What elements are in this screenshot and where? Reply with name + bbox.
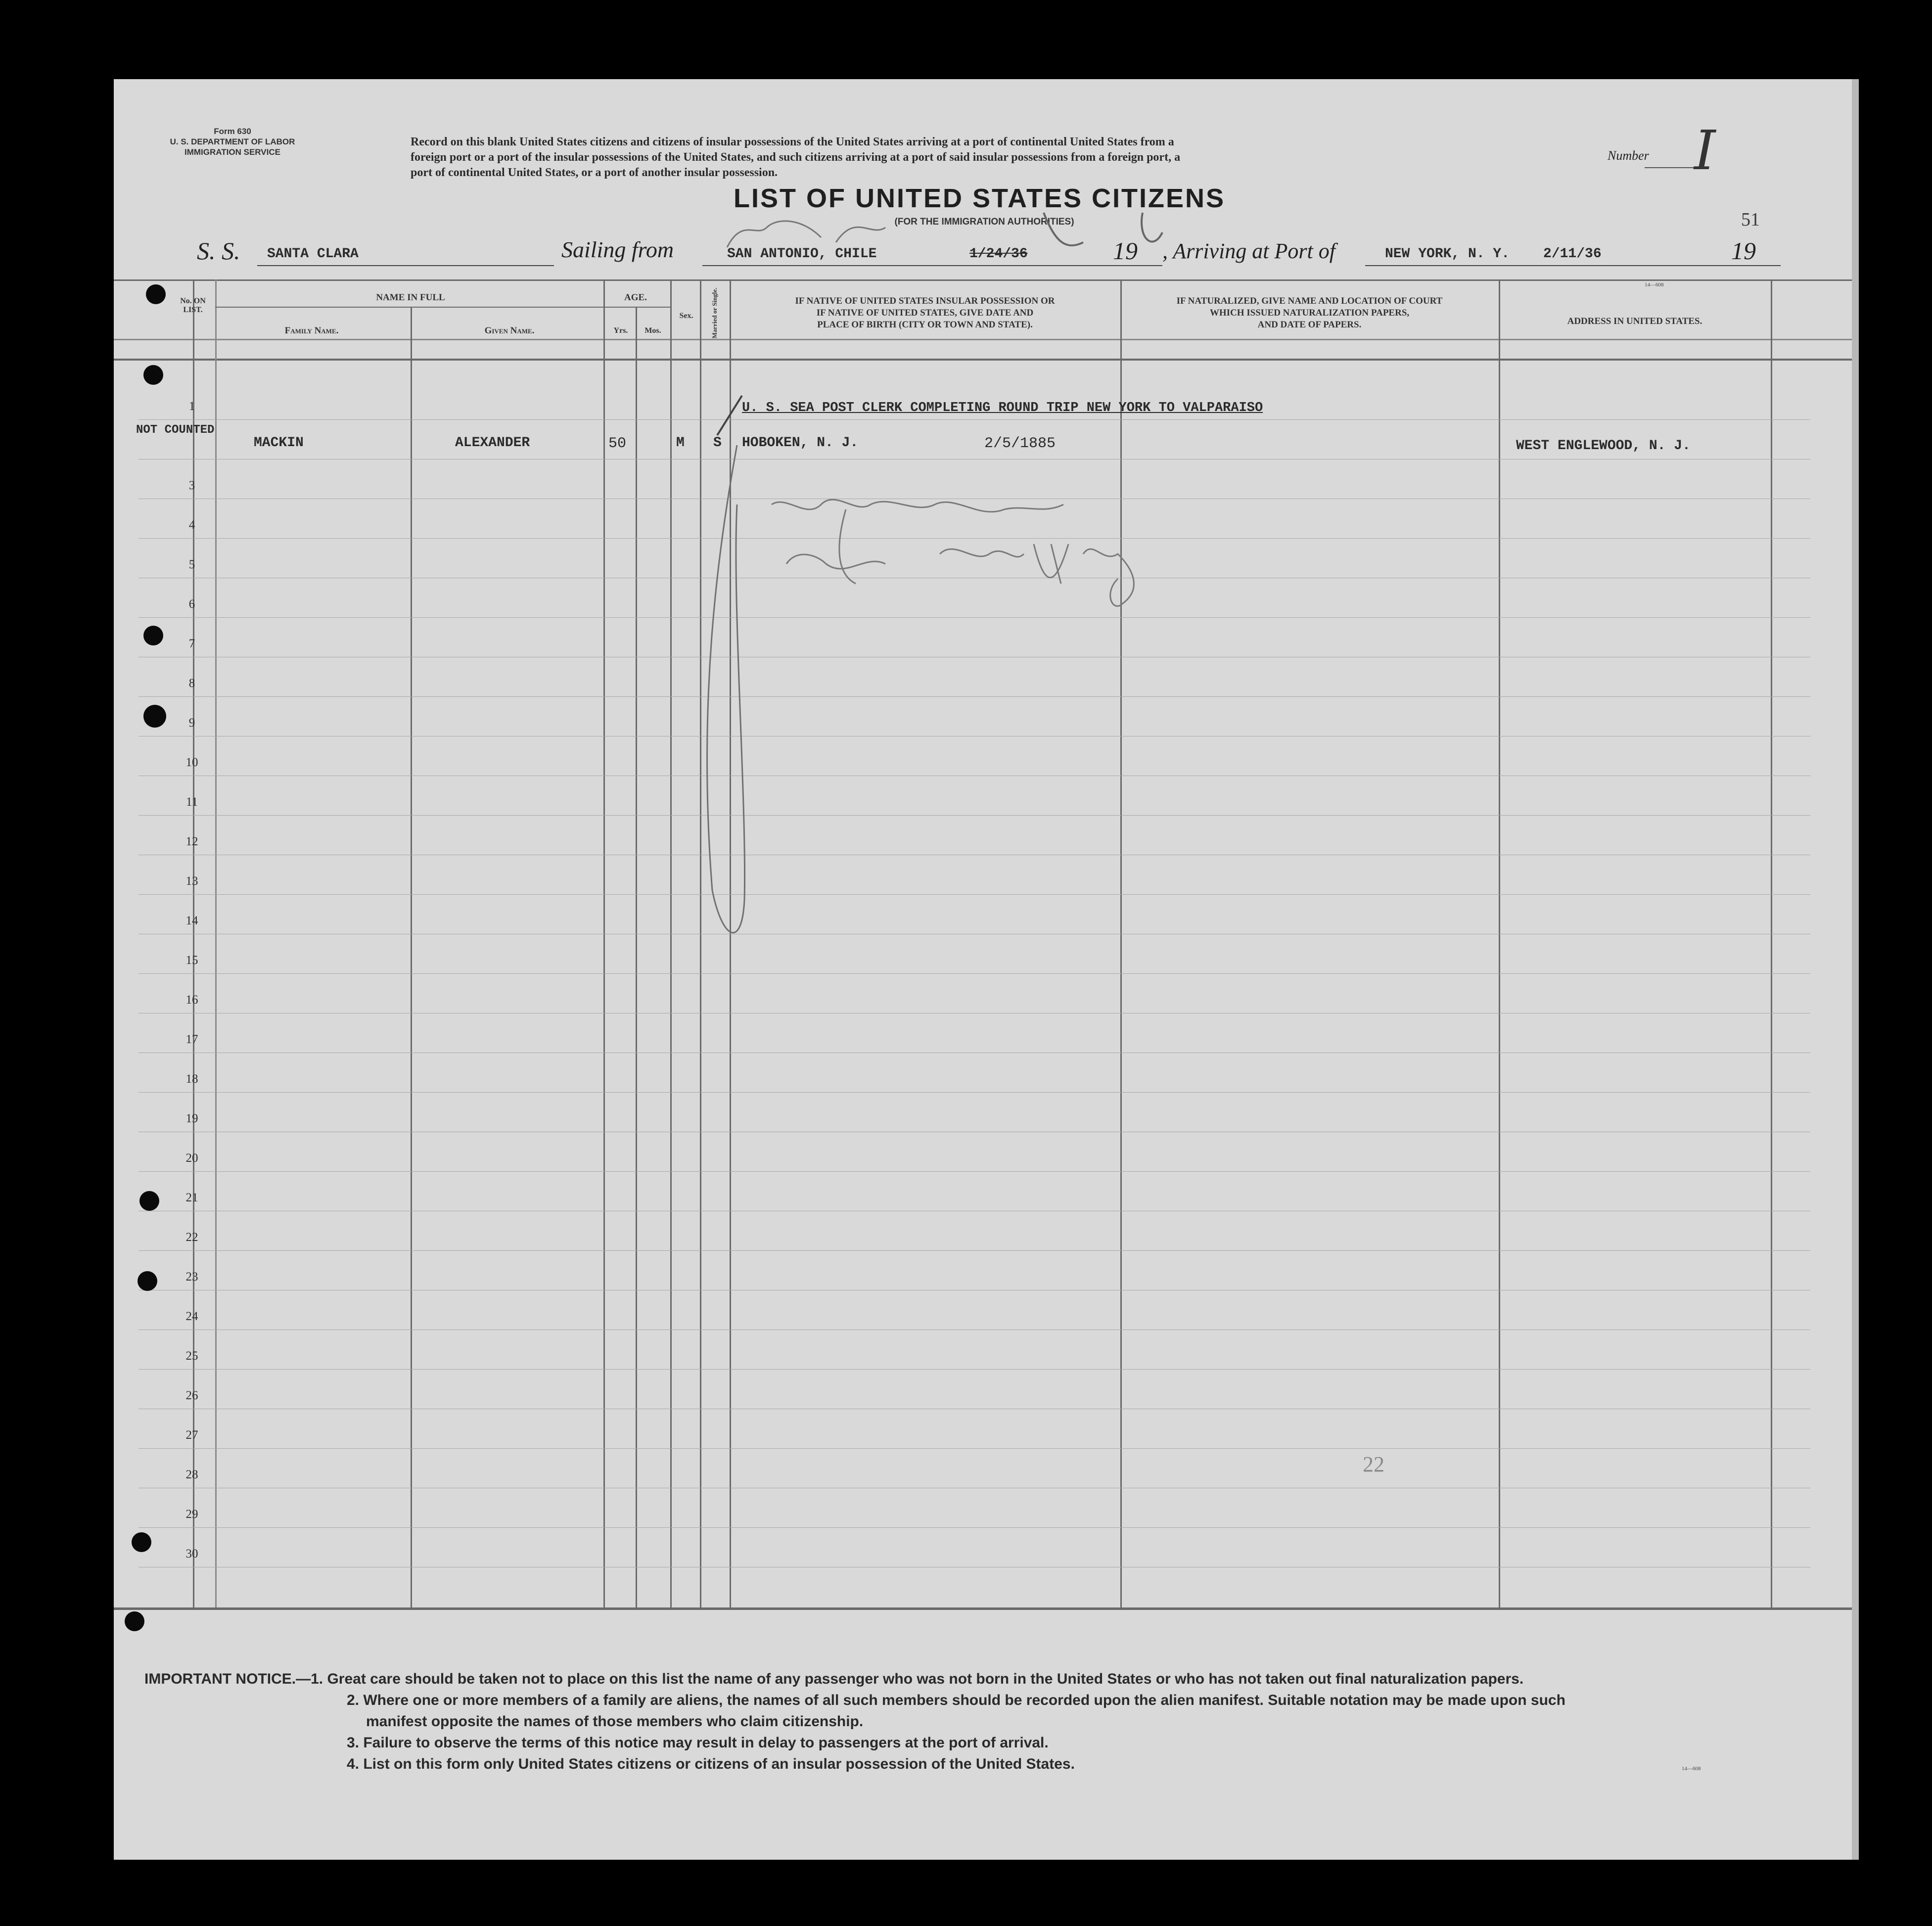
form-number: Form 630 xyxy=(214,127,251,136)
form-header xyxy=(153,126,312,157)
not-counted-flag: NOT COUNTED xyxy=(136,423,215,437)
arrival-port: NEW YORK, N. Y. xyxy=(1385,246,1510,262)
col-header-no: No. ON LIST. xyxy=(180,297,206,314)
col-header-native: IF NATIVE OF UNITED STATES INSULAR POSSESSION OR IF NATIVE OF UNITED STATES, GIVE DATE AND PLACE OF BIRTH (CITY OR TOWN AND STATE). xyxy=(795,296,1055,330)
row-number: 22 xyxy=(185,1231,198,1244)
col-header-given: Given Name. xyxy=(484,325,535,336)
notice-row-1 xyxy=(144,1668,1816,1690)
row-number: 14 xyxy=(185,914,198,927)
department-name: U. S. DEPARTMENT OF LABOR xyxy=(170,137,295,146)
col-line-family xyxy=(411,307,412,1607)
intro-line-1: Record on this blank United States citizens and citizens of insular possessions of the United States arriving at a port of continental United States from a xyxy=(411,136,1174,148)
col-header-sex: Sex. xyxy=(679,312,693,320)
col-header-age: AGE. xyxy=(624,292,647,303)
birthplace: HOBOKEN, N. J. xyxy=(742,435,859,451)
departure-port: SAN ANTONIO, CHILE xyxy=(727,246,877,262)
name-subheader-line xyxy=(215,307,670,308)
number-value: I xyxy=(1694,119,1716,182)
row-number: 9 xyxy=(188,716,195,730)
row-rule xyxy=(138,1092,1810,1093)
col-header-family: Family Name. xyxy=(284,325,339,336)
row-number: 29 xyxy=(185,1508,198,1521)
notice-item-4: 4. List on this form only United States citizens or citizens of an insular possession of the United States. xyxy=(347,1756,1075,1772)
row-number: 15 xyxy=(185,954,198,967)
row-number: 17 xyxy=(185,1033,198,1046)
handwritten-overwrite xyxy=(707,198,1301,277)
row-rule xyxy=(138,1171,1810,1172)
page-subtitle: (FOR THE IMMIGRATION AUTHORITIES) xyxy=(894,217,1074,227)
ship-underline xyxy=(257,265,554,266)
row-number: 19 xyxy=(185,1112,198,1125)
row-number: 6 xyxy=(188,597,195,611)
row-number: 26 xyxy=(185,1389,198,1402)
row-number: 24 xyxy=(185,1310,198,1323)
stamp-number: 22 xyxy=(1363,1452,1384,1476)
notice-heading: IMPORTANT NOTICE.— xyxy=(144,1671,311,1687)
row-rule xyxy=(138,1369,1810,1370)
row-number: 23 xyxy=(185,1270,198,1284)
intro-text xyxy=(411,135,1672,181)
binder-hole xyxy=(125,1611,144,1631)
row-number: 16 xyxy=(185,993,198,1007)
ss-label: S. S. xyxy=(197,237,240,265)
notice-item-3: 3. Failure to observe the terms of this notice may result in delay to passengers at the port of arrival. xyxy=(347,1735,1049,1751)
row-number: 3 xyxy=(188,479,195,492)
binder-hole xyxy=(146,284,166,304)
row-number: 4 xyxy=(188,518,195,532)
notice-item-2: 2. Where one or more members of a family are aliens, the names of all such members should be recorded upon the alien manifest. Suitable notation may be made upon such xyxy=(347,1692,1565,1708)
sailing-label: Sailing from xyxy=(561,237,674,262)
arrival-underline xyxy=(1365,265,1781,266)
marital-value: S xyxy=(713,435,722,451)
row-rule xyxy=(138,1250,1810,1251)
given-name: ALEXANDER xyxy=(455,435,530,451)
row-number: 21 xyxy=(185,1191,198,1204)
year-prefix-2: 19 xyxy=(1731,237,1756,265)
intro-line-3: port of continental United States, or a port of another insular possession. xyxy=(411,166,778,179)
page-title: LIST OF UNITED STATES CITIZENS xyxy=(734,183,1225,213)
row-number: 28 xyxy=(185,1468,198,1481)
col-header-yrs: Yrs. xyxy=(613,326,628,335)
row-rule xyxy=(138,1448,1810,1449)
sex-value: M xyxy=(676,435,685,451)
col-line-yrs xyxy=(636,307,637,1607)
notice-item-1: 1. Great care should be taken not to place on this list the name of any passenger who was not born in the United States or who has not taken out final naturalization papers. xyxy=(311,1671,1524,1687)
arrival-date: 2/11/36 xyxy=(1543,246,1602,262)
us-address: WEST ENGLEWOOD, N. J. xyxy=(1516,438,1691,454)
row-number: 8 xyxy=(188,677,195,690)
col-header-mos: Mos. xyxy=(644,326,661,335)
binder-hole xyxy=(132,1532,151,1552)
col-header-address: ADDRESS IN UNITED STATES. xyxy=(1567,316,1702,326)
service-name: IMMIGRATION SERVICE xyxy=(184,147,280,157)
printer-mark-top: 14—608 xyxy=(1645,282,1664,288)
row-number: 5 xyxy=(188,558,195,571)
row1-note: U. S. SEA POST CLERK COMPLETING ROUND TRIP NEW YORK TO VALPARAISO xyxy=(742,401,1263,415)
row-number: 12 xyxy=(185,835,198,848)
ship-name: SANTA CLARA xyxy=(267,246,359,262)
row-number: 1 xyxy=(188,400,195,413)
table-top-border xyxy=(114,279,1852,281)
number-label: Number xyxy=(1608,148,1649,163)
binder-hole xyxy=(143,365,163,385)
arriving-label: , Arriving at Port of xyxy=(1162,239,1335,263)
important-notice xyxy=(144,1668,1816,1775)
col-header-marital: Married or Single. xyxy=(711,287,718,339)
header-bottom-border xyxy=(114,339,1852,340)
row-rule xyxy=(138,1527,1810,1528)
manifest-sheet xyxy=(114,79,1859,1860)
row-number: 30 xyxy=(185,1547,198,1560)
binder-hole xyxy=(139,1191,159,1211)
printer-mark-bottom: 14—608 xyxy=(1682,1766,1701,1772)
binder-hole xyxy=(138,1271,157,1291)
row-number: 20 xyxy=(185,1151,198,1165)
row-number: 7 xyxy=(188,637,195,650)
binder-hole xyxy=(143,626,163,645)
row-number: 10 xyxy=(185,756,198,769)
col-header-name: NAME IN FULL xyxy=(376,292,445,303)
handwritten-signature xyxy=(658,356,1251,999)
row-number: 13 xyxy=(185,874,198,888)
table-bottom-border xyxy=(114,1607,1852,1610)
row-number: 11 xyxy=(185,795,198,809)
binder-hole xyxy=(143,705,166,728)
intro-line-2: foreign port or a port of the insular possessions of the United States, and such citizens arriving at a port of said insular possessions from a foreign port, a xyxy=(411,151,1181,164)
row-number: 27 xyxy=(185,1428,198,1442)
birth-date: 2/5/1885 xyxy=(984,435,1056,452)
age-years: 50 xyxy=(608,435,627,452)
year-prefix-1: 19 xyxy=(1113,237,1138,265)
row-number: 18 xyxy=(185,1072,198,1086)
page-number: 51 xyxy=(1741,209,1760,230)
notice-item-2-cont: manifest opposite the names of those members who claim citizenship. xyxy=(366,1713,864,1730)
col-header-naturalized: IF NATURALIZED, GIVE NAME AND LOCATION OF COURT WHICH ISSUED NATURALIZATION PAPERS, AND DATE OF PAPERS. xyxy=(1176,296,1443,330)
row-number: 25 xyxy=(185,1349,198,1363)
sail-date: 1/24/36 xyxy=(969,246,1028,262)
family-name: MACKIN xyxy=(254,435,304,451)
